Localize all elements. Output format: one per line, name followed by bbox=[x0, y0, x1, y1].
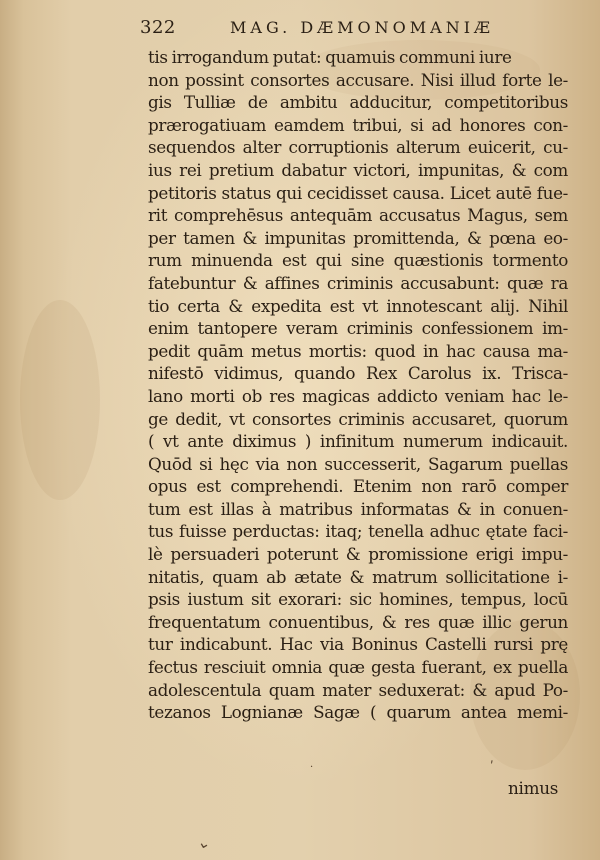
page-number: 322 bbox=[140, 17, 176, 38]
text-line: per tamen & impunitas promittenda, & pœna eo- bbox=[148, 227, 568, 248]
text-line: psis iustum sit exorari: sic homines, tempus, locū bbox=[148, 589, 568, 610]
text-line: tur indicabunt. Hac via Boninus Castelli rursi prę bbox=[148, 634, 568, 655]
ink-speck: ⌄ bbox=[195, 831, 214, 854]
page-header bbox=[140, 17, 560, 43]
text-line: non possint consortes accusare. Nisi illud forte le- bbox=[148, 69, 568, 90]
text-line: rum minuenda est qui sine quæstionis tormento bbox=[148, 250, 568, 271]
text-line: fatebuntur & affines criminis accusabunt: quæ ra bbox=[148, 272, 568, 293]
text-line: ius rei pretium dabatur victori, impunitas, & com bbox=[148, 159, 568, 180]
text-line: adolescentula quam mater seduxerat: & apud Po- bbox=[148, 679, 568, 700]
text-line: tus fuisse perductas: itaq; tenella adhuc ętate faci- bbox=[148, 521, 568, 542]
text-line: tis irrogandum putat: quamuis communi iure bbox=[148, 47, 512, 67]
paper-stain bbox=[20, 300, 100, 500]
text-line: Quōd si hęc via non successerit, Sagarum puellas bbox=[148, 453, 568, 474]
running-head: MAG. DÆMONOMANIÆ bbox=[230, 18, 495, 37]
text-line: ge dedit, vt consortes criminis accusaret, quorum bbox=[148, 408, 568, 429]
text-line: ( vt ante diximus ) infinitum numerum indicauit. bbox=[148, 431, 568, 452]
text-line: nitatis, quam ab ætate & matrum sollicitatione i- bbox=[148, 566, 568, 587]
text-line: gis Tulliæ de ambitu adducitur, competitoribus bbox=[148, 92, 568, 113]
text-line: fectus resciuit omnia quæ gesta fuerant, ex puella bbox=[148, 657, 568, 678]
text-line: tum est illas à matribus informatas & in conuen- bbox=[148, 498, 568, 519]
text-line: rit comprehēsus antequām accusatus Magus, sem bbox=[148, 205, 568, 226]
text-line: tezanos Lognianæ Sagæ ( quarum antea memi- bbox=[148, 702, 568, 723]
text-line: sequendos alter corruptionis alterum euicerit, cu- bbox=[148, 137, 568, 158]
text-line: frequentatum conuentibus, & res quæ illic gerun bbox=[148, 611, 568, 632]
ink-speck: ʹ bbox=[490, 760, 494, 775]
ink-speck: · bbox=[310, 762, 314, 773]
text-line: enim tantopere veram criminis confessionem im- bbox=[148, 318, 568, 339]
text-line: lano morti ob res magicas addicto veniam hac le- bbox=[148, 385, 568, 406]
text-line: pedit quām metus mortis: quod in hac causa ma- bbox=[148, 340, 568, 361]
text-line: lè persuaderi poterunt & promissione erigi impu- bbox=[148, 544, 568, 565]
text-line: petitoris status qui cecidisset causa. Licet autē fue- bbox=[148, 182, 568, 203]
text-line: opus est comprehendi. Etenim non rarō comper bbox=[148, 476, 568, 497]
text-line: tio certa & expedita est vt innotescant alij. Nihil bbox=[148, 295, 568, 316]
catchword: nimus bbox=[508, 778, 559, 798]
body-text bbox=[148, 46, 568, 724]
text-line: nifestō vidimus, quando Rex Carolus ix. Trisca- bbox=[148, 363, 568, 384]
text-line: prærogatiuam eamdem tribui, si ad honores con- bbox=[148, 114, 568, 135]
